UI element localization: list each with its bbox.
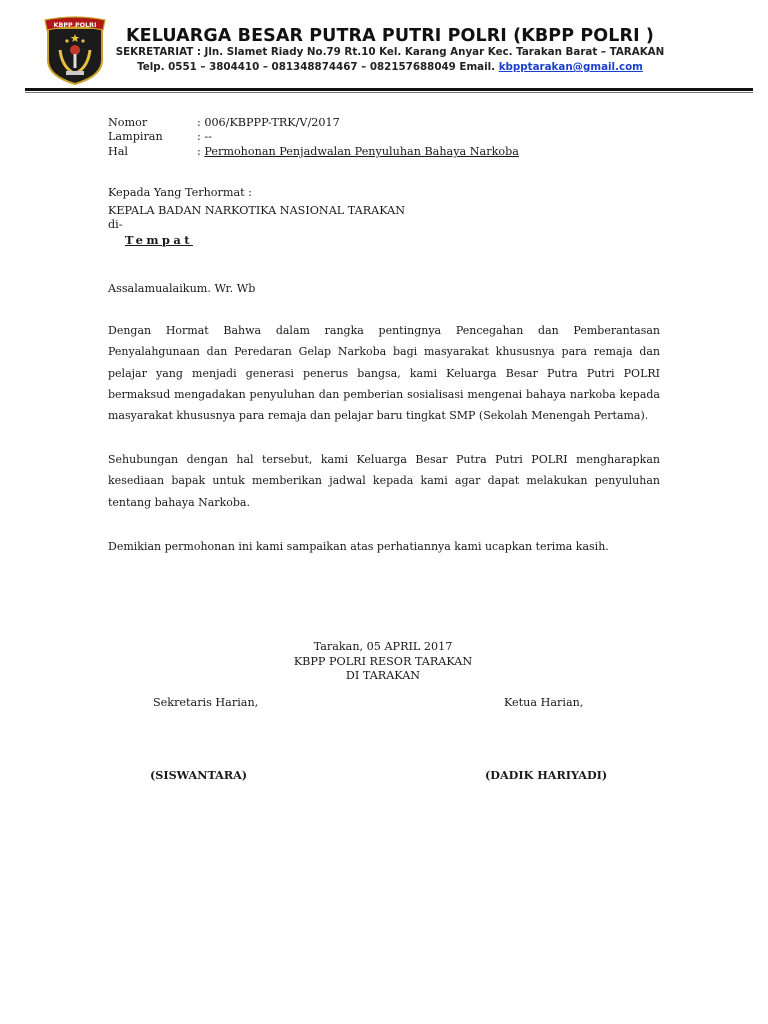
hal-colon: : [197, 145, 201, 158]
contact-line [110, 61, 670, 73]
greeting: Assalamualaikum. Wr. Wb [108, 282, 256, 295]
closing-block [200, 640, 566, 684]
hal-field [197, 145, 519, 158]
place-date: Tarakan, 05 APRIL 2017 [313, 640, 453, 653]
shield-emblem-icon [42, 14, 108, 86]
lampiran-label: Lampiran [108, 130, 163, 143]
chairman-role: Ketua Harian, [504, 696, 584, 709]
recipient-name: KEPALA BADAN NARKOTIKA NASIONAL TARAKAN [108, 204, 405, 217]
secretary-name: (SISWANTARA) [150, 768, 248, 782]
letterhead-divider-thick [25, 88, 753, 91]
svg-text:KBPP POLRI: KBPP POLRI [53, 21, 97, 29]
lampiran-value: : -- [197, 130, 212, 143]
paragraph-3: Demikian permohonan ini kami sampaikan atas perhatiannya kami ucapkan terima kasih. [108, 540, 609, 553]
recipient-di: di- [108, 218, 123, 231]
organization-branch: KBPP POLRI RESOR TARAKAN [293, 654, 473, 668]
branch-location: DI TARAKAN [345, 669, 421, 682]
letterhead-divider-thin [25, 92, 753, 93]
paragraph-2: Sehubungan dengan hal tersebut, kami Keluarga Besar Putra Putri POLRI mengharapkan kesediaan bapak untuk memberikan jadwal kepada kami agar dapat melakukan penyuluhan tentang bahaya Narkoba. [108, 453, 660, 509]
recipient-salutation: Kepada Yang Terhormat : [108, 186, 252, 199]
kbpp-polri-logo [42, 14, 108, 86]
secretary-role: Sekretaris Harian, [153, 696, 259, 709]
phone-numbers: Telp. 0551 – 3804410 – 081348874467 – 082157688049 Email. [137, 61, 499, 73]
hal-label: Hal [108, 145, 129, 158]
organization-title: KELUARGA BESAR PUTRA PUTRI POLRI (KBPP POLRI ) [126, 26, 654, 46]
chairman-name: (DADIK HARIYADI) [485, 768, 608, 782]
subject-text: Permohonan Penjadwalan Penyuluhan Bahaya Narkoba [204, 145, 519, 158]
nomor-value: : 006/KBPPP-TRK/V/2017 [197, 116, 340, 129]
nomor-label: Nomor [108, 116, 148, 129]
email-link[interactable]: kbpptarakan@gmail.com [498, 61, 643, 73]
secretariat-address: SEKRETARIAT : Jln. Slamet Riady No.79 Rt.10 Kel. Karang Anyar Kec. Tarakan Barat – TARAKAN [115, 46, 665, 58]
recipient-place: Tempat [125, 233, 193, 247]
paragraph-1: Dengan Hormat Bahwa dalam rangka pentingnya Pencegahan dan Pemberantasan Penyalahgunaan dan Peredaran Gelap Narkoba bagi masyarakat khususnya para remaja dan pelajar yang menjadi generasi penerus bangsa, kami Keluarga Besar Putra Putri POLRI bermaksud mengadakan penyuluhan dan pemberian sosialisasi mengenai bahaya narkoba kepada masyarakat khususnya para remaja dan pelajar baru tingkat SMP (Sekolah Menengah Pertama). [108, 324, 660, 423]
